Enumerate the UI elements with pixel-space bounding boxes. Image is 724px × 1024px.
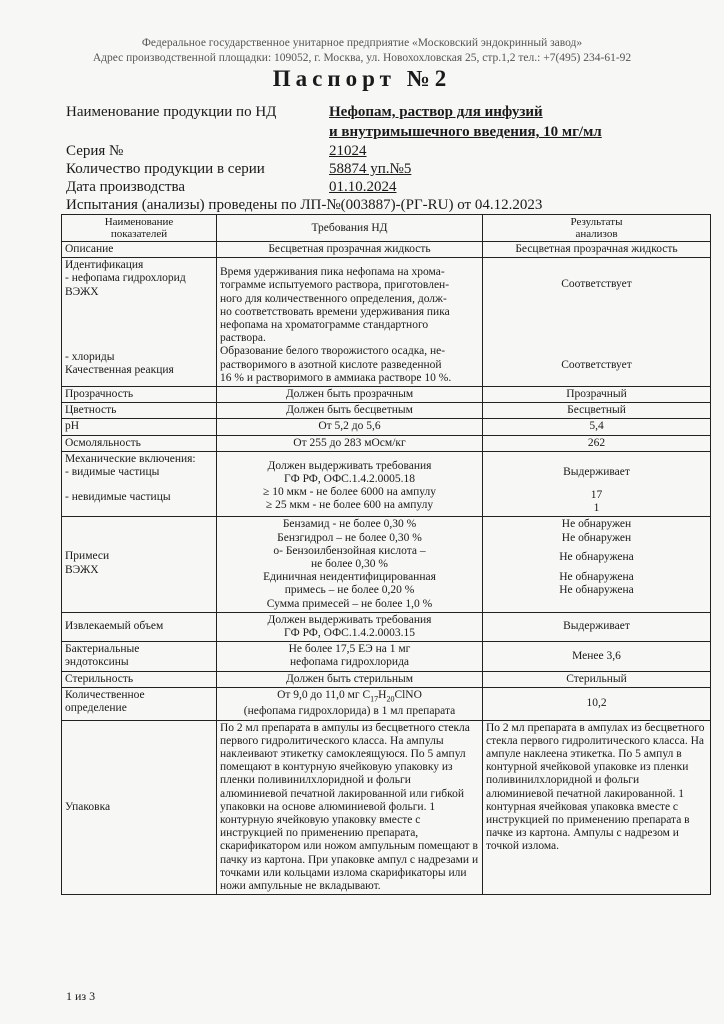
product-name-line1: Нефопам, раствор для инфузий <box>329 104 543 120</box>
series-value: 21024 <box>329 143 367 159</box>
row-requirement: Должен быть бесцветным <box>217 403 483 419</box>
table-row <box>62 720 711 895</box>
table-row <box>62 387 711 403</box>
table-row <box>62 258 711 387</box>
row-result: Бесцветная прозрачная жидкость <box>483 242 711 258</box>
quantity-row <box>66 161 412 178</box>
row-name: Прозрачность <box>62 387 217 403</box>
row-name: Осмоляльность <box>62 435 217 451</box>
row-name: Идентификация - нефопама гидрохлорид ВЭЖХ - хлориды Качественная реакция <box>62 258 217 387</box>
table-row <box>62 671 711 687</box>
date-label: Дата производства <box>66 179 186 195</box>
row-requirement: Должен быть стерильным <box>217 671 483 687</box>
row-result: Выдерживает <box>483 612 711 641</box>
row-requirement: Время удерживания пика нефопама на хрома- тограмме испытуемого раствора, приготовлен- ного для количественного определения, долж- но соответствовать времени удерживания пика нефопама на хроматограмме стандартного раствора. Образование белого творожистого осадка, не- растворимого в азотной кислоте разведенной 16 % и растворимого в аммиака растворе 10 %. <box>217 258 483 387</box>
header-results: Результаты анализов <box>483 215 711 242</box>
row-result: Соответствует Соответствует <box>483 258 711 387</box>
row-name: Примеси ВЭЖХ <box>62 517 217 612</box>
tests-text: Испытания (анализы) проведены по ЛП-№(003887)-(РГ-RU) от 04.12.2023 <box>66 197 543 213</box>
product-name-line2: и внутримышечного введения, 10 мг/мл <box>329 124 602 140</box>
series-label: Серия № <box>66 143 124 159</box>
table-row <box>62 612 711 641</box>
row-name: Упаковка <box>62 720 217 895</box>
row-result: 5,4 <box>483 419 711 435</box>
table-row <box>62 642 711 671</box>
quantity-value: 58874 уп.№5 <box>329 161 412 177</box>
row-requirement: Не более 17,5 ЕЭ на 1 мг нефопама гидрохлорида <box>217 642 483 671</box>
header-requirements: Требования НД <box>217 215 483 242</box>
row-result: 262 <box>483 435 711 451</box>
row-result: По 2 мл препарата в ампулах из бесцветного стекла первого гидролитического класса. На ампуле наклеена этикетка. По 5 ампул в контурной ячейковой упаковке из пленки поливинилхлоридной и фольги алюминиевой печатной лакированной. 1 контурная ячейковая упаковка вместе с инструкцией по применению препарата в пачке из картона. Ампулы с надрезом и точкой излома. <box>483 720 711 895</box>
row-result: Прозрачный <box>483 387 711 403</box>
row-result: Не обнаружен Не обнаружен Не обнаружена Не обнаружена Не обнаружена <box>483 517 711 612</box>
row-requirement: От 9,0 до 11,0 мг $C_{17}H_{20}ClNO$ (нефопама гидрохлорида) в 1 мл препарата <box>217 687 483 720</box>
row-name: Стерильность <box>62 671 217 687</box>
row-requirement: От 255 до 283 мОсм/кг <box>217 435 483 451</box>
row-result: Выдерживает 17 1 <box>483 451 711 517</box>
org-name: Федеральное государственное унитарное предприятие «Московский эндокринный завод» <box>141 37 583 49</box>
row-name: Цветность <box>62 403 217 419</box>
product-row <box>66 104 543 121</box>
row-name: Извлекаемый объем <box>62 612 217 641</box>
analysis-table <box>61 214 711 895</box>
row-name: pH <box>62 419 217 435</box>
table-row <box>62 419 711 435</box>
row-name: Механические включения: - видимые частицы - невидимые частицы <box>62 451 217 517</box>
table-row <box>62 242 711 258</box>
row-requirement: Бесцветная прозрачная жидкость <box>217 242 483 258</box>
row-requirement: Должен выдерживать требования ГФ РФ, ОФС.1.4.2.0003.15 <box>217 612 483 641</box>
table-row <box>62 435 711 451</box>
date-row <box>66 179 397 196</box>
row-name: Бактериальные эндотоксины <box>62 642 217 671</box>
date-value: 01.10.2024 <box>329 179 397 195</box>
row-result: Стерильный <box>483 671 711 687</box>
row-requirement: Должен быть прозрачным <box>217 387 483 403</box>
series-row <box>66 143 367 160</box>
row-result: Бесцветный <box>483 403 711 419</box>
quantity-label: Количество продукции в серии <box>66 161 265 177</box>
org-address: Адрес производственной площадки: 109052, г. Москва, ул. Новохохловская 25, стр.1,2 тел.: +7(495) 234-61-92 <box>92 52 632 64</box>
tests-row <box>66 197 542 214</box>
row-requirement: Бензамид - не более 0,30 % Бензгидрол – не более 0,30 % о- Бензоилбензойная кислота – не более 0,30 % Единичная неидентифицированная примесь – не более 0,20 % Сумма примесей – не более 1,0 % <box>217 517 483 612</box>
page-number: 1 из 3 <box>66 989 96 1003</box>
header-name: Наименование показателей <box>62 215 217 242</box>
row-result: 10,2 <box>483 687 711 720</box>
row-result: Менее 3,6 <box>483 642 711 671</box>
table-row <box>62 403 711 419</box>
table-row <box>62 517 711 612</box>
row-requirement: От 5,2 до 5,6 <box>217 419 483 435</box>
row-requirement: По 2 мл препарата в ампулы из бесцветного стекла первого гидролитического класса. На ампулы наклеивают этикетку самоклеящуюся. По 5 ампул помещают в контурную ячейковую упаковку из пленки поливинилхлоридной и фольги алюминиевой печатной лакированной или гибкой упаковки на основе алюминиевой фольги. 1 контурную ячейковую упаковку вместе с инструкцией по применению препарата, скарификатором или ножом ампульным помещают в пачку из картона. При упаковке ампул с надрезами и точками или кольцами излома скарификаторы или ножи ампульные не вкладывают. <box>217 720 483 895</box>
table-header-row <box>62 215 711 242</box>
row-name: Количественное определение <box>62 687 217 720</box>
table-row <box>62 687 711 720</box>
document-title: Паспорт №2 <box>272 66 452 91</box>
table-row <box>62 451 711 517</box>
row-requirement: Должен выдерживать требования ГФ РФ, ОФС.1.4.2.0005.18 ≥ 10 мкм - не более 6000 на ампулу ≥ 25 мкм - не более 600 на ампулу <box>217 451 483 517</box>
row-name: Описание <box>62 242 217 258</box>
product-label: Наименование продукции по НД <box>66 104 277 120</box>
